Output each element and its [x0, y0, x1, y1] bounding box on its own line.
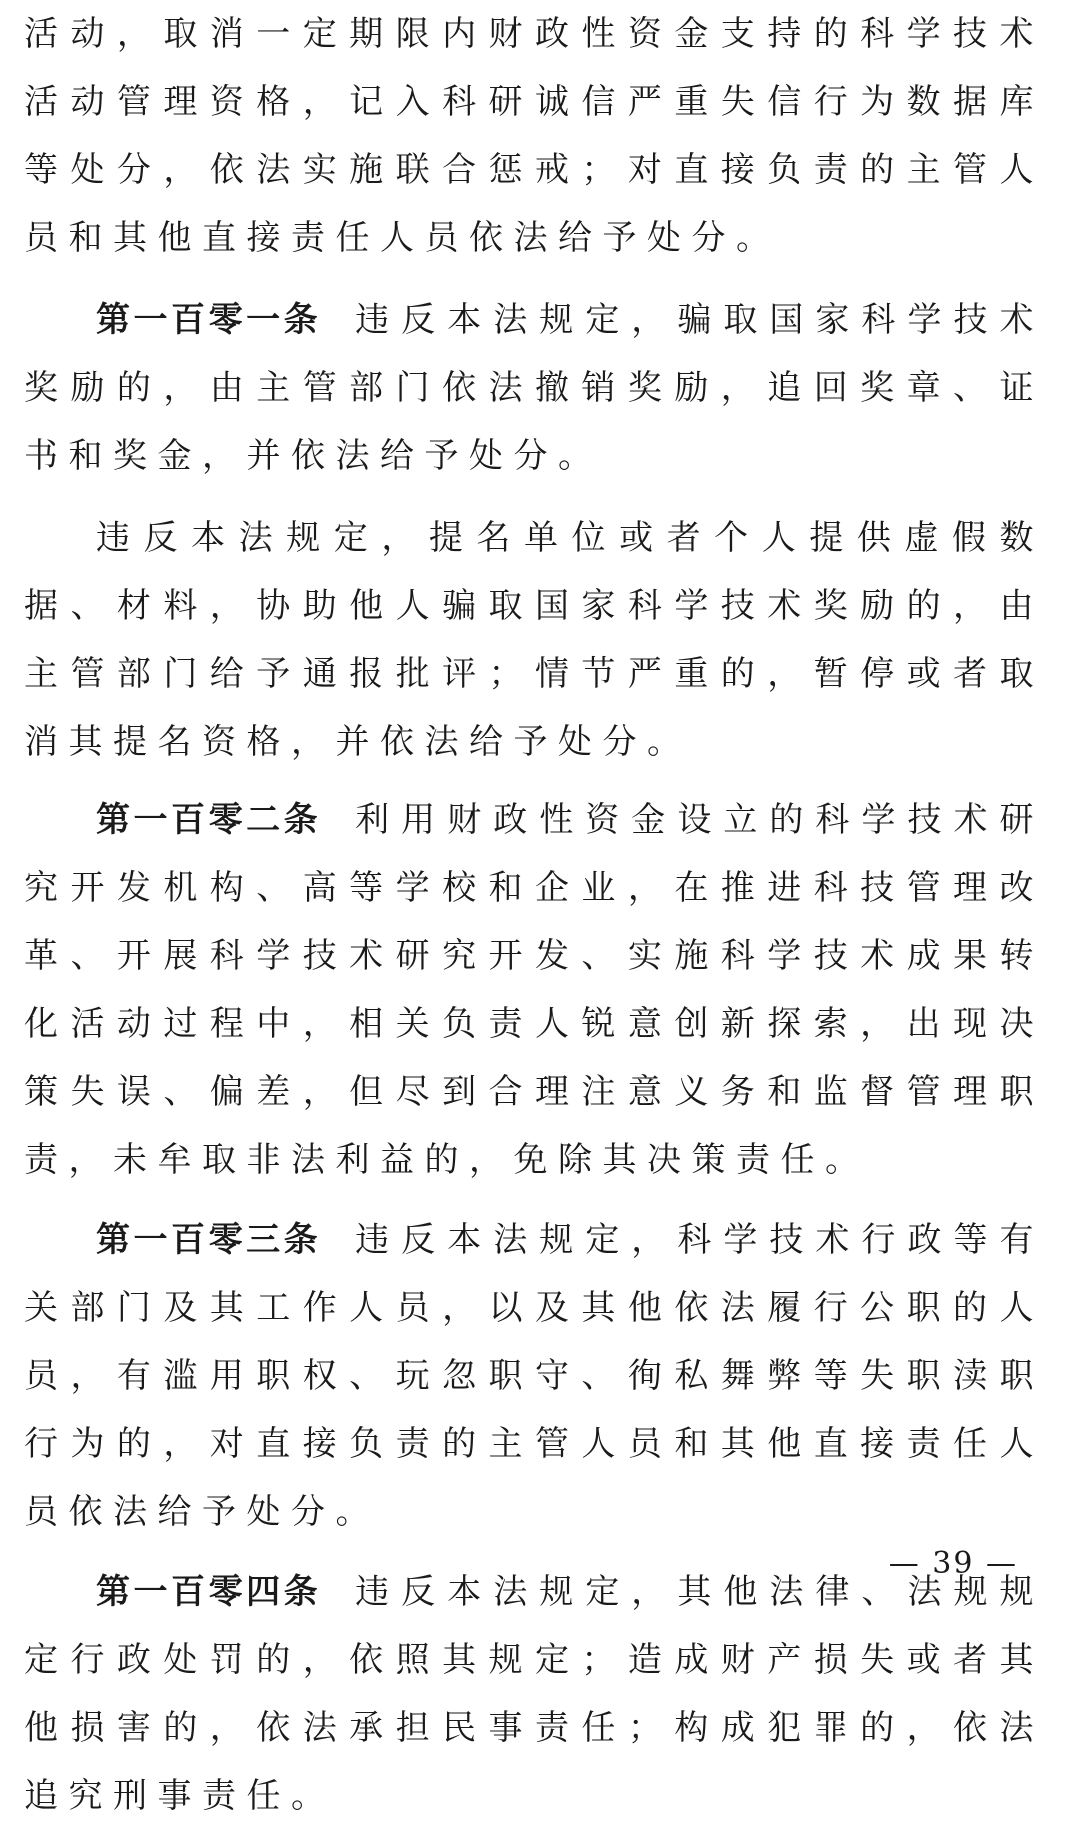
paragraph-text: 违反本法规定，其他法律、法规规定行政处罚的，依照其规定；造成财产损失或者其他损害的，依法承担民事责任；构成犯罪的，依法追究刑事责任。	[24, 1572, 1045, 1816]
paragraph-text: 违反本法规定，骗取国家科学技术奖励的，由主管部门依法撤销奖励，追回奖章、证书和奖金，并依法给予处分。	[24, 300, 1045, 476]
paragraph-text: 利用财政性资金设立的科学技术研究开发机构、高等学校和企业，在推进科技管理改革、开展科学技术研究开发、实施科学技术成果转化活动过程中，相关负责人锐意创新探索，出现决策失误、偏差，但尽到合理注意义务和监督管理职责，未牟取非法利益的，免除其决策责任。	[24, 800, 1045, 1180]
paragraph-text: 违反本法规定，科学技术行政等有关部门及其工作人员，以及其他依法履行公职的人员，有滥用职权、玩忽职守、徇私舞弊等失职渎职行为的，对直接负责的主管人员和其他直接责任人员依法给予处分。	[24, 1220, 1045, 1532]
article-number: 第一百零三条	[96, 1220, 322, 1260]
article-101-clause-2	[24, 504, 1044, 776]
paragraph-continuation	[24, 0, 1044, 272]
article-104	[24, 1558, 1044, 1830]
article-number: 第一百零二条	[96, 800, 322, 840]
article-102	[24, 786, 1044, 1194]
article-103	[24, 1206, 1044, 1546]
paragraph-text: 活动，取消一定期限内财政性资金支持的科学技术活动管理资格，记入科研诚信严重失信行为数据库等处分，依法实施联合惩戒；对直接负责的主管人员和其他直接责任人员依法给予处分。	[24, 14, 1044, 258]
paragraph-text: 违反本法规定，提名单位或者个人提供虚假数据、材料，协助他人骗取国家科学技术奖励的，由主管部门给予通报批评；情节严重的，暂停或者取消其提名资格，并依法给予处分。	[24, 518, 1044, 762]
article-number: 第一百零一条	[96, 300, 322, 340]
article-101	[24, 286, 1044, 490]
page-number: — 39 —	[888, 1546, 1018, 1581]
article-number: 第一百零四条	[96, 1572, 322, 1612]
